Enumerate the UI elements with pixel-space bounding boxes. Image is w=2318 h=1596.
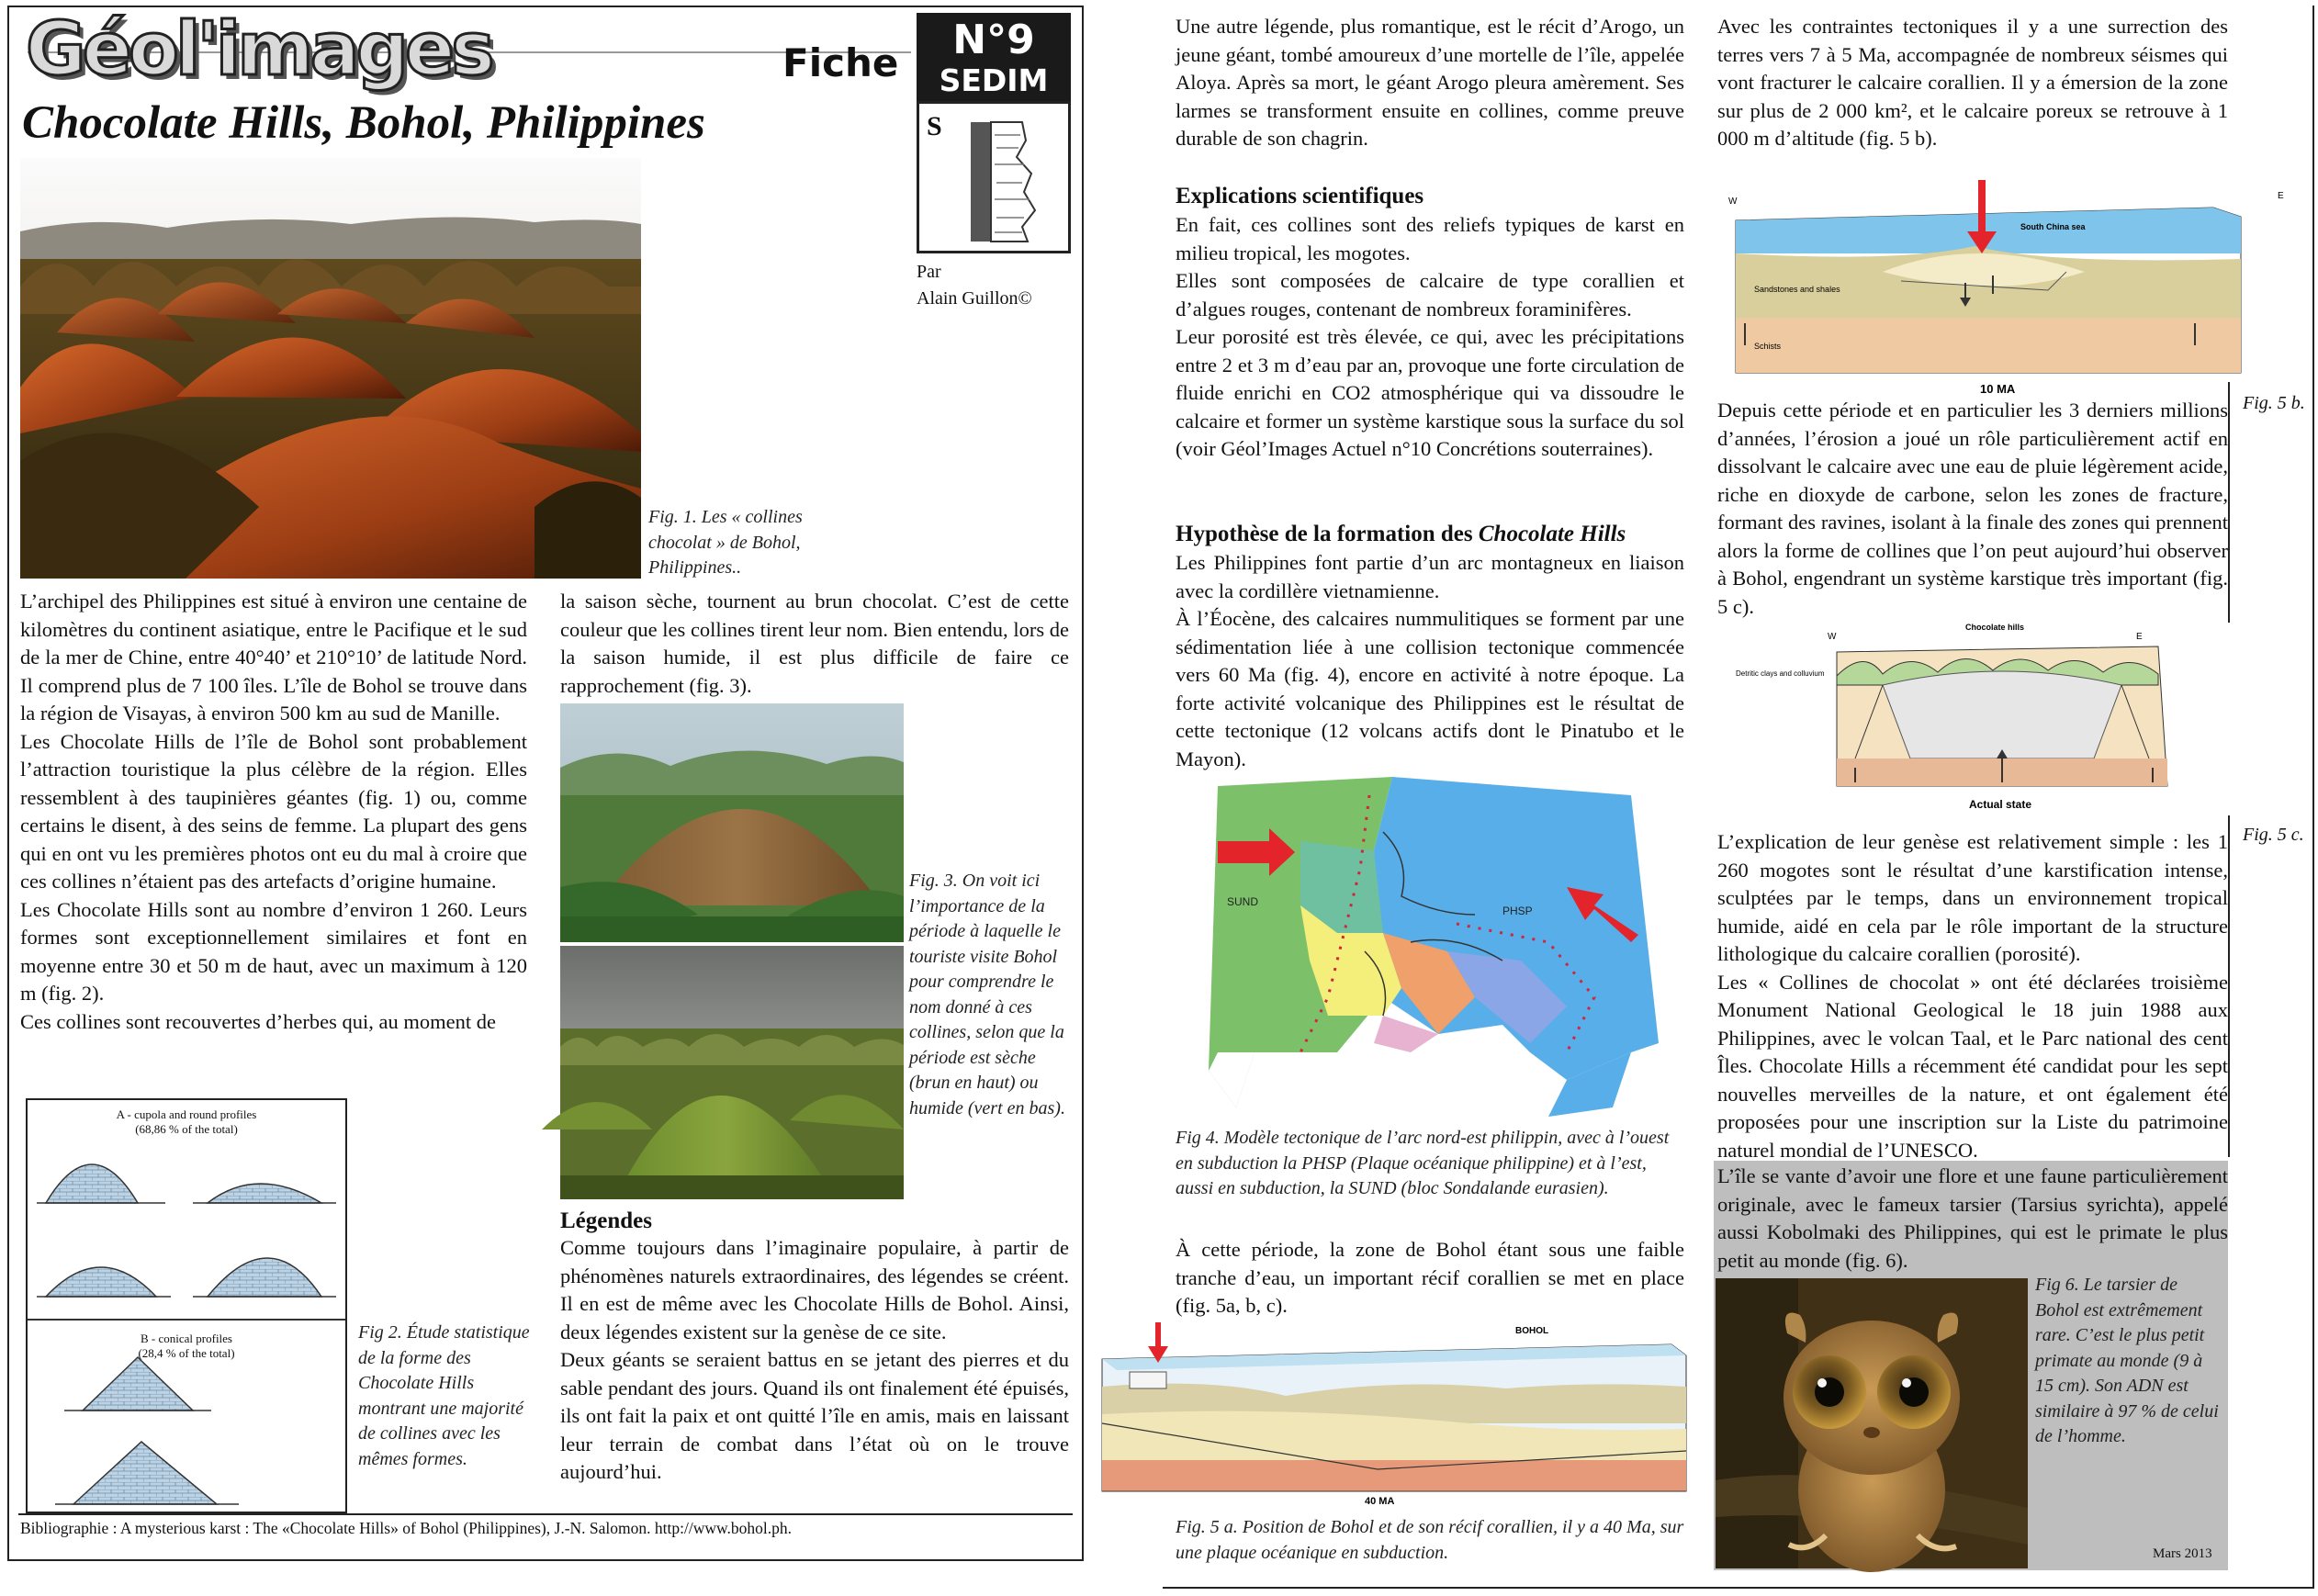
tarsier-text: L’île se vante d’avoir une flore et une faune particulièrement originale, avec le fameux tarsier (Tarsius syrichta), appelé aussi Kobolmaki des Philippines, qui est le primate le plus petit au monde (fig. 6). (1717, 1164, 2228, 1272)
bibliography-rule (18, 1513, 1073, 1515)
fiche-badge (917, 13, 1071, 101)
logo: Géol'images (26, 6, 491, 92)
fig5a-caption: Fig. 5 a. Position de Bohol et de son récif corallien, il y a 40 Ma, sur une plaque océanique en subduction. (1176, 1517, 1684, 1563)
badge-series: SEDIM (939, 62, 1049, 98)
hyp-text (1176, 549, 1684, 773)
fig5b-sand: Sandstones and shales (1754, 285, 1840, 294)
legendes-heading: Légendes (560, 1208, 652, 1233)
paragraph: Les Philippines font partie d’un arc montagneux en liaison avec la cordillère vietnamienne. (1176, 551, 1684, 602)
fig5c-side-label: Fig. 5 c. (2243, 825, 2304, 845)
paragraph: Leur porosité est très élevée, ce qui, avec les précipitations entre 2 et 3 m d’eau par an, provoque une forte circulation de fluide enrichi en CO2 atmosphérique qui va dissoudre le calcaire et former un système karstique sous la surface du sol (voir Géol’Images Actuel n°10 Concrétions souterraines). (1176, 325, 1684, 460)
bibliography: Bibliographie : A mysterious karst : The «Chocolate Hills» of Bohol (Philippines), J.-N. Salomon. http://www.bohol.ph. (20, 1519, 792, 1537)
paragraph: À l’Éocène, des calcaires nummulitiques se forment par une sédimentation liée à une collision tectonique commencée vers 60 Ma (fig. 4), encore en activité à notre époque. La forte activité volcanique des Philippines est le résultat de cette tectonique (12 volcans actifs dont le Pinatubo et le Mayon). (1176, 607, 1684, 770)
fig3-photo-dry (560, 703, 904, 942)
fig5b-sea: South China sea (2020, 222, 2086, 231)
fig5a-label: 40 MA (1365, 1496, 1395, 1507)
fig1-caption: Fig. 1. Les « collines chocolat » de Bohol, Philippines.. (648, 507, 803, 578)
column-rule (2228, 382, 2230, 623)
hyp-heading: Hypothèse de la formation des Chocolate Hills (1176, 522, 1626, 546)
fig5b-schist: Schists (1754, 342, 1782, 351)
paragraph: Les « Collines de chocolat » ont été déclarées troisième Monument National Geological le 18 juin 1988 aux Philippines, avec le volcan Taal, et le Parc national des cent Îles. Chocolate Hills a récemment été candidat pour les sept nouvelles merveilles de la nature, et ont également été proposées pour une inscription sur la Liste du patrimoine naturel mondial de l’UNESCO. (1717, 970, 2228, 1162)
fig5c-diagram (1727, 621, 2241, 812)
paragraph: Les Chocolate Hills sont au nombre d’environ 1 260. Leurs formes sont exceptionnellement similaires et font en moyenne entre 30 et 50 m de haut, avec un maximum à 120 m (fig. 2). (20, 897, 527, 1005)
fig2-label-b-pct: (28,4 % of the total) (138, 1346, 235, 1360)
paragraph: Les Chocolate Hills de l’île de Bohol sont probablement l’attraction touristique la plus célèbre de la région. Elles ressemblent à des taupinières géantes (fig. 1) ou, comme certains le disent, à des seins de femme. La plupart des gens qui en ont vu les premières photos ont eu du mal à croire que ces collines n’étaient pas des artefacts d’origine humaine. (20, 729, 527, 893)
paragraph: L’archipel des Philippines est situé à environ une centaine de kilomètres du continent asiatique, entre le Pacifique et le sud de la mer de Chine, entre 40°40’ et 210°10’ de latitude Nord. Il comprend plus de 7 100 îles. L’île de Bohol se trouve dans la région de Visayas, à environ 500 km au sud de Manille. (20, 590, 527, 725)
fig4-caption: Fig 4. Modèle tectonique de l’arc nord-est philippin, avec à l’ouest en subduction la PHSP (Plaque océanique philippine) et à l’est, aussi en subduction, la SUND (bloc Sondalande eurasien). (1176, 1128, 1670, 1198)
left-body-column (20, 588, 527, 1036)
legendes-text (560, 1234, 1069, 1487)
fig2-label-a-pct: (68,86 % of the total) (135, 1122, 238, 1136)
fig3-caption: Fig. 3. On voit ici l’importance de la période à laquelle le touriste visite Bohol pour comprendre le nom donné à ces collines, selon que la période est sèche (brun en haut) ou humide (vert en bas). (909, 871, 1065, 1118)
mid-column-text: la saison sèche, tournent au brun chocolat. C’est de cette couleur que les collines tirent leur nom. Bien entendu, lors de la saison humide, il est plus difficile de faire ce rapprochement (fig. 3). (560, 590, 1069, 697)
fig5b-side-label: Fig. 5 b. (2243, 393, 2305, 413)
svg-text:W: W (1728, 197, 1738, 207)
column-rule (2228, 815, 2230, 1157)
svg-text:E: E (2136, 632, 2143, 642)
sci-heading: Explications scientifiques (1176, 184, 1424, 208)
paragraph: Elles sont composées de calcaire de type corallien et d’algues rouges, contenant de nombreux foraminifères. (1176, 269, 1684, 320)
paragraph: L’explication de leur genèse est relativement simple : les 1 260 mogotes sont le résultat d’une karstification intense, sculptées par le temps, dans un environnement tropical humide, aidé en cela par le rôle important de la structure lithologique du calcaire corallien (porosité). (1717, 830, 2228, 965)
fig5a-diagram (1102, 1322, 1690, 1506)
fig4-label-sund: SUND (1227, 895, 1259, 908)
page-title: Chocolate Hills, Bohol, Philippines (22, 97, 705, 149)
stratigraphy-icon (917, 101, 1071, 253)
paragraph: Comme toujours dans l’imaginaire populaire, à partir de phénomènes naturels extraordinaires, des légendes se créent. Il en est de même avec les Chocolate Hills de Bohol. Ainsi, deux légendes existent sur la genèse de ce site. (560, 1236, 1069, 1343)
fig2-diagram (26, 1098, 347, 1513)
erosion-text: Depuis cette période et en particulier les 3 derniers millions d’années, l’érosion a joué un rôle particulièrement actif en dissolvant le calcaire avec une eau de pluie légèrement acide, riche en dioxyde de carbone, selon les zones de fracture, formant des ravines, isolant à la finale des zones qui prennent alors la forme de collines que l’on peut aujourd’hui observer à Bohol, engendrant un système karstique très important (fig. 5 c). (1717, 399, 2228, 618)
badge-number: N°9 (952, 17, 1035, 63)
fig3-photo-wet (560, 946, 904, 1199)
fig5b-diagram (1717, 180, 2284, 397)
fig5c-title: Chocolate hills (1965, 623, 2025, 632)
fig6-tarsier-photo (1716, 1278, 2028, 1568)
fig2-label-a: A - cupola and round profiles (116, 1107, 257, 1121)
svg-text:W: W (1828, 632, 1837, 642)
fig6-caption: Fig 6. Le tarsier de Bohol est extrêmement rare. C’est le plus petit primate au monde (9 à 15 cm). Son ADN est similaire à 97 % de celui de l’homme. (2035, 1275, 2219, 1446)
fig2-label-b: B - conical profiles (141, 1332, 232, 1345)
arogo-legend-text: Une autre légende, plus romantique, est le récit d’Arogo, un jeune géant, tombé amoureux d’une mortelle de l’île, appelée Aloya. Après sa mort, le géant Arogo pleura amèrement. Ses larmes se transforment ensuite en collines, comme preuve durable de son chagrin. (1176, 15, 1684, 150)
author: Par Alain Guillon© (917, 262, 1032, 309)
paragraph: Ces collines sont recouvertes d’herbes qui, au moment de (20, 1009, 496, 1033)
date: Mars 2013 (2153, 1546, 2212, 1561)
bohol-reef-text: À cette période, la zone de Bohol étant sous une faible tranche d’eau, un important récif corallien se met en place (fig. 5a, b, c). (1176, 1238, 1684, 1317)
genesis-text (1717, 828, 2228, 1164)
fig4-tectonic-map (1199, 777, 1659, 1126)
paragraph: En fait, ces collines sont des reliefs typiques de karst en milieu tropical, les mogotes. (1176, 213, 1684, 264)
svg-text:E: E (2278, 191, 2284, 201)
fig2-caption: Fig 2. Étude statistique de la forme des Chocolate Hills montrant une majorité de collines avec les mêmes formes. (358, 1322, 530, 1469)
sci-text (1176, 211, 1684, 464)
fig1-photo (20, 158, 641, 579)
fiche-label: Fiche (782, 40, 899, 85)
fig5c-label: Actual state (1969, 798, 2032, 811)
fig5b-label: 10 MA (1980, 382, 2016, 396)
tectonic-text: Avec les contraintes tectoniques il y a une surrection des terres vers 7 à 5 Ma, accompagnée de nombreux séismes qui vont fracturer le calcaire corallien. Il y a émersion de la zone sur plus de 2 000 km², et le calcaire poreux se retrouve à 1 000 m d’altitude (fig. 5 b). (1717, 15, 2228, 150)
fig5c-clays: Detritic clays and colluvium (1736, 669, 1825, 678)
fig4-label-phsp: PHSP (1502, 905, 1533, 917)
fig5a-title: BOHOL (1515, 1326, 1549, 1336)
strat-letter: S (927, 111, 942, 141)
paragraph: Deux géants se seraient battus en se jetant des pierres et du sable pendant des jours. Quand ils ont finalement été épuisés, ils ont fait la paix et ont quitté l’île en amis, mais en laissant leur terrain de combat dans l’état où on le trouve aujourd’hui. (560, 1348, 1069, 1483)
